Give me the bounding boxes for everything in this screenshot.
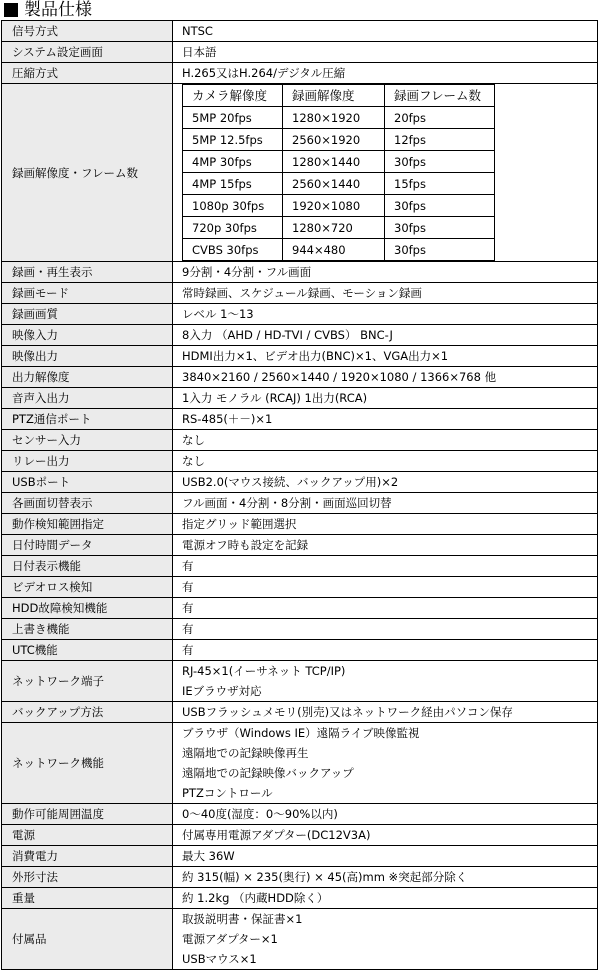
spec-value-line: 有 [182,622,194,636]
spec-row [2,42,598,63]
resolution-cell: 5MP 12.5fps [183,129,283,151]
spec-value-line: RS-485(＋－)×1 [182,412,273,426]
spec-label: USBポート [2,472,173,493]
spec-value [173,63,598,84]
spec-value [173,661,598,702]
spec-value [173,640,598,661]
resolution-row [183,217,495,239]
spec-label: 重量 [2,888,173,909]
resolution-cell: CVBS 30fps [183,239,283,261]
spec-value-line: 指定グリッド範囲選択 [182,517,297,531]
resolution-header: 録画解像度 [283,85,385,107]
spec-row [2,535,598,556]
resolution-cell: 4MP 30fps [183,151,283,173]
spec-row [2,619,598,640]
spec-row [2,846,598,867]
spec-value [173,42,598,63]
spec-value-line: 約 315(幅) × 235(奥行) × 45(高)mm ※突起部分除く [182,870,468,884]
spec-label: PTZ通信ポート [2,409,173,430]
spec-row [2,598,598,619]
spec-value-line: 1入力 モノラル (RCAJ) 1出力(RCA) [182,391,368,405]
section-title-text: 製品仕様 [24,0,92,20]
spec-row [2,430,598,451]
spec-label: センサー入力 [2,430,173,451]
spec-value-line: 日本語 [182,45,217,59]
resolution-cell: 944×480 [283,239,385,261]
resolution-cell: 30fps [385,151,495,173]
spec-label: 録画解像度・フレーム数 [2,84,173,262]
spec-value-line: 8入力 （AHD / HD-TVI / CVBS） BNC-J [182,328,393,342]
spec-row [2,283,598,304]
spec-row [2,888,598,909]
spec-row [2,493,598,514]
spec-value [173,430,598,451]
spec-row [2,514,598,535]
spec-value-line: 最大 36W [182,849,235,863]
spec-label: システム設定画面 [2,42,173,63]
resolution-cell: 1920×1080 [283,195,385,217]
resolution-cell: 30fps [385,239,495,261]
spec-label: 動作検知範囲指定 [2,514,173,535]
spec-value-line: 3840×2160 / 2560×1440 / 1920×1080 / 1366×768 他 [182,370,497,384]
spec-value-line: ブラウザ（Windows IE）遠隔ライブ映像監視 [182,726,420,740]
spec-label: 録画画質 [2,304,173,325]
spec-row [2,388,598,409]
spec-value [173,846,598,867]
spec-value [173,283,598,304]
spec-value-line: H.265又はH.264/デジタル圧縮 [182,66,346,80]
resolution-cell: 2560×1920 [283,129,385,151]
spec-row [2,262,598,283]
spec-value-line: 0～40度(湿度：0～90%以内) [182,807,338,821]
resolution-cell: 30fps [385,195,495,217]
spec-row [2,304,598,325]
spec-value-line: 電源オフ時も設定を記録 [182,538,309,552]
spec-label: 付属品 [2,909,173,970]
spec-row [2,723,598,804]
spec-value [173,702,598,723]
spec-value [173,304,598,325]
spec-row [2,825,598,846]
spec-label: 消費電力 [2,846,173,867]
spec-value-line: 有 [182,559,194,573]
spec-value [173,472,598,493]
spec-value-line: HDMI出力×1、ビデオ出力(BNC)×1、VGA出力×1 [182,349,449,363]
spec-value [173,325,598,346]
spec-label: ビデオロス検知 [2,577,173,598]
spec-label: 録画・再生表示 [2,262,173,283]
spec-value-line: なし [182,433,205,447]
spec-label: ネットワーク端子 [2,661,173,702]
spec-row [2,640,598,661]
spec-value [173,493,598,514]
spec-label: ネットワーク機能 [2,723,173,804]
spec-label: 映像入力 [2,325,173,346]
resolution-cell: 5MP 20fps [183,107,283,129]
spec-value-line: USBフラッシュメモリ(別売)又はネットワーク経由パソコン保存 [182,705,513,719]
spec-value [173,409,598,430]
resolution-header: カメラ解像度 [183,85,283,107]
spec-value-line: 付属専用電源アダプター(DC12V3A) [182,828,371,842]
spec-value [173,598,598,619]
spec-value [173,451,598,472]
spec-label: 各画面切替表示 [2,493,173,514]
spec-value [173,556,598,577]
section-title [4,0,92,20]
spec-row [2,472,598,493]
spec-value-line: 約 1.2kg （内蔵HDD除く） [182,891,329,905]
spec-row [2,367,598,388]
spec-value [173,388,598,409]
spec-label: バックアップ方法 [2,702,173,723]
spec-value-line: 電源アダプター×1 [182,932,278,946]
spec-table [1,20,598,970]
resolution-cell: 1280×1440 [283,151,385,173]
spec-value-line: フル画面・4分割・8分割・画面巡回切替 [182,496,392,510]
spec-value [173,535,598,556]
spec-value [173,577,598,598]
spec-row [2,702,598,723]
resolution-cell: 1080p 30fps [183,195,283,217]
spec-value [173,825,598,846]
spec-value [173,909,598,970]
spec-label: 音声入出力 [2,388,173,409]
resolution-cell: 2560×1440 [283,173,385,195]
resolution-cell: 4MP 15fps [183,173,283,195]
spec-value [173,84,598,262]
spec-value [173,514,598,535]
spec-row [2,63,598,84]
spec-row [2,577,598,598]
spec-label: 圧縮方式 [2,63,173,84]
resolution-cell: 15fps [385,173,495,195]
spec-row [2,325,598,346]
spec-label: 出力解像度 [2,367,173,388]
spec-value-line: 遠隔地での記録映像再生 [182,746,309,760]
spec-row [2,909,598,970]
spec-value-line: 遠隔地での記録映像バックアップ [182,766,354,780]
spec-label: HDD故障検知機能 [2,598,173,619]
resolution-row [183,129,495,151]
spec-value-line: なし [182,454,205,468]
black-square-icon [4,3,18,17]
resolution-row [183,173,495,195]
spec-label: UTC機能 [2,640,173,661]
spec-value-line: レベル 1～13 [182,307,254,321]
resolution-cell: 1280×720 [283,217,385,239]
spec-value [173,867,598,888]
spec-value-line: NTSC [182,24,213,38]
resolution-cell: 30fps [385,217,495,239]
resolution-row [183,239,495,261]
spec-label: 動作可能周囲温度 [2,804,173,825]
spec-value [173,367,598,388]
spec-row [2,661,598,702]
resolution-header-row [183,85,495,107]
spec-value [173,723,598,804]
spec-label: 外形寸法 [2,867,173,888]
spec-label: 録画モード [2,283,173,304]
spec-value [173,346,598,367]
spec-value-line: USB2.0(マウス接続、バックアップ用)×2 [182,475,399,489]
spec-value [173,804,598,825]
spec-row [2,346,598,367]
spec-row [2,84,598,262]
spec-label: 映像出力 [2,346,173,367]
resolution-table [182,84,495,261]
spec-value-line: USBマウス×1 [182,952,257,966]
spec-value-line: 有 [182,580,194,594]
resolution-cell: 720p 30fps [183,217,283,239]
spec-row [2,556,598,577]
resolution-header: 録画フレーム数 [385,85,495,107]
spec-value-line: 取扱説明書・保証書×1 [182,912,303,926]
resolution-cell: 20fps [385,107,495,129]
spec-label: 上書き機能 [2,619,173,640]
spec-label: 日付時間データ [2,535,173,556]
spec-row [2,21,598,42]
resolution-row [183,107,495,129]
spec-row [2,409,598,430]
resolution-cell: 12fps [385,129,495,151]
spec-value [173,262,598,283]
spec-row [2,451,598,472]
spec-value [173,21,598,42]
spec-value-line: 有 [182,601,194,615]
spec-value-line: IEブラウザ対応 [182,684,262,698]
spec-value-line: 常時録画、スケジュール録画、モーション録画 [182,286,422,300]
spec-label: リレー出力 [2,451,173,472]
spec-value-line: PTZコントロール [182,786,273,800]
spec-value [173,888,598,909]
spec-value-line: 有 [182,643,194,657]
spec-row [2,867,598,888]
resolution-cell: 1280×1920 [283,107,385,129]
resolution-row [183,195,495,217]
spec-row [2,804,598,825]
spec-value [173,619,598,640]
spec-label: 電源 [2,825,173,846]
resolution-row [183,151,495,173]
spec-value-line: RJ-45×1(イーサネット TCP/IP) [182,664,346,678]
spec-value-line: 9分割・4分割・フル画面 [182,265,312,279]
spec-label: 日付表示機能 [2,556,173,577]
spec-label: 信号方式 [2,21,173,42]
